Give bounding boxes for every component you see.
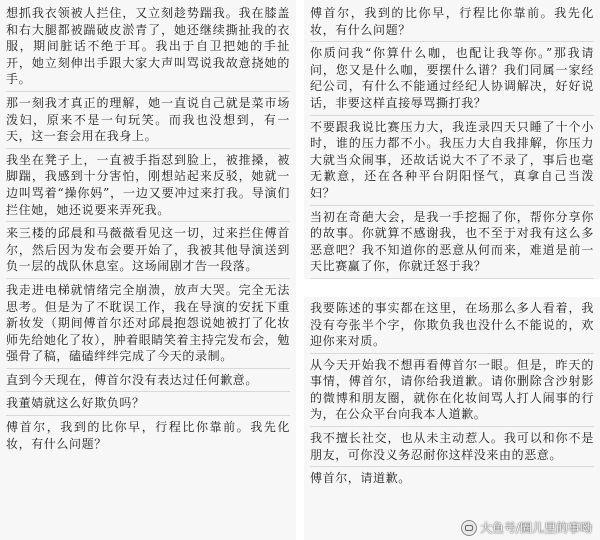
paragraph: 来三楼的邱晨和马薇薇看见这一切，过来拦住傅首尔，然后因为发布会要开始了，我被其他导演送到负一层的战队休息室。这场闹剧才告一段落。 <box>6 222 290 279</box>
column-divider <box>296 0 304 540</box>
paragraph: 想抓我衣领被人拦住，又立刻趁势踹我。我在膝盖和右大腿都被踹破皮淤青了，她还继续撕扯我的衣服，期间脏话不绝于耳。我出于自卫把她的手扯开，她立刻伸出手跟大家大声叫骂说我故意挠她的手。 <box>6 2 290 92</box>
watermark-text: 大鱼号/圈儿里的事呦 <box>479 521 592 535</box>
right-text-column <box>304 0 600 540</box>
left-text-column <box>0 0 296 540</box>
paragraph: 我董婧就这么好欺负吗？ <box>6 392 290 416</box>
fish-logo-icon <box>461 520 477 536</box>
paragraph: 傅首尔，我到的比你早，行程比你靠前。我先化妆，有什么问题？ <box>310 2 594 42</box>
watermark <box>461 519 592 536</box>
paragraph: 你质问我“你算什么咖，也配让我等你。”那我请问，您又是什么咖，要摆什么谱？我们同属一家经纪公司，有什么不能通过经纪人协调解决，好好说话，非要这样直接辱骂撕打我？ <box>310 42 594 115</box>
section-gap <box>304 279 600 297</box>
paragraph: 傅首尔，我到的比你早，行程比你靠前。我先化妆，有什么问题？ <box>6 420 290 451</box>
paragraph: 当初在奇葩大会，是我一手挖掘了你，帮你分享你的故事。你就算不感谢我，也不至于对我有这么多恶意吧？我不知道你的恶意从何而来，难道是前一天比赛赢了你，你就迁怒于我？ <box>310 206 594 279</box>
paragraph: 我不擅长社交，也从未主动惹人。我可以和你不是朋友，可你没义务忍耐你这样没来由的恶意。 <box>310 427 594 467</box>
paragraph: 从今天开始我不想再看傅首尔一眼。但是，昨天的事情，傅首尔，请你给我道歉。请你删除含沙射影的微博和朋友圈，就你在化妆间骂人打人闹事的行为，在公众平台向我本人道歉。 <box>310 354 594 427</box>
paragraph: 傅首尔，请道歉。 <box>310 471 411 486</box>
paragraph: 那一刻我才真正的理解，她一直说自己就是菜市场泼妇，原来不是一句玩笑。而我也没想到，有一天，这一套会用在我身上。 <box>6 92 290 149</box>
paragraph: 我走进电梯就情绪完全崩溃，放声大哭。完全无法思考。但是为了不耽误工作，我在导演的安抚下重新妆发（期间傅首尔还对邱晨抱怨说她被打了化妆师先给她化了妆），肿着眼睛笑着主持完发布会，勉强骨了稿，磕磕绊绊完成了今天的录制。 <box>6 279 290 369</box>
paragraph: 不要跟我说比赛压力大，我连录四天只睡了十个小时，谁的压力都不小。我压力大自我排解，你压力大就当众闹事，还故话说大不了不录了，事后也毫无歉意，还在各种平台阴阳怪气，真拿自己当泼妇？ <box>310 116 594 206</box>
paragraph: 直到今天现在，傅首尔没有表达过任何歉意。 <box>6 369 290 393</box>
paragraph: 我坐在凳子上，一直被手指怼到脸上，被推搡，被脚踹，我感到十分害怕，刚想站起来反驳，她就一边叫骂着“操你妈”，一边又要冲过来打我。导演们拦住她，她还说要来弄死我。 <box>6 149 290 222</box>
paragraph: 我要陈述的事实都在这里，在场那么多人看着，我没有夸张半个字，你欺负我也没什么不能说的，欢迎你来对质。 <box>310 297 594 354</box>
